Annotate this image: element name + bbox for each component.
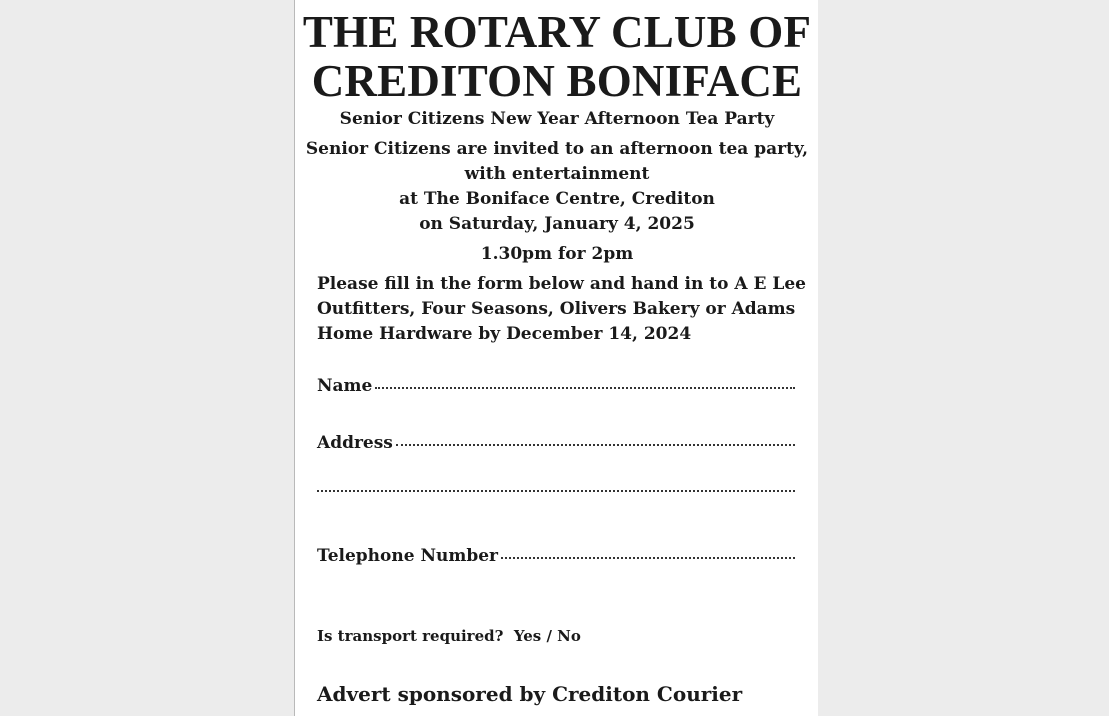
name-dotted-line	[375, 385, 795, 389]
event-date: on Saturday, January 4, 2025	[419, 214, 695, 234]
instructions-line-1: Please fill in the form below and hand in to A E Lee	[317, 274, 806, 294]
instructions-line-2: Outfitters, Four Seasons, Olivers Bakery or Adams	[317, 299, 796, 319]
address-field[interactable]	[317, 433, 795, 453]
name-label: Name	[317, 376, 373, 396]
invite-line-2: with entertainment	[464, 164, 650, 184]
telephone-field[interactable]	[317, 546, 795, 566]
address-label: Address	[317, 433, 393, 453]
venue: at The Boniface Centre, Crediton	[399, 189, 715, 209]
invite-line-1: Senior Citizens are invited to an afternoon tea party,	[305, 139, 809, 159]
title-line-2: CREDITON BONIFACE	[311, 56, 803, 106]
transport-question: Is transport required? Yes / No	[317, 627, 581, 645]
title-line-1: THE ROTARY CLUB OF	[302, 7, 812, 57]
event-time: 1.30pm for 2pm	[480, 244, 634, 264]
telephone-label: Telephone Number	[317, 546, 499, 566]
address-field-line-2[interactable]	[317, 490, 795, 494]
instructions-line-3: Home Hardware by December 14, 2024	[317, 324, 692, 344]
event-title: Senior Citizens New Year Afternoon Tea Party	[339, 109, 775, 129]
telephone-dotted-line	[501, 555, 795, 559]
sponsor-line: Advert sponsored by Crediton Courier	[317, 682, 743, 706]
address-dotted-line	[396, 442, 795, 446]
address-dotted-line-2	[317, 488, 795, 492]
flyer-page	[294, 0, 818, 716]
name-field[interactable]	[317, 376, 795, 396]
